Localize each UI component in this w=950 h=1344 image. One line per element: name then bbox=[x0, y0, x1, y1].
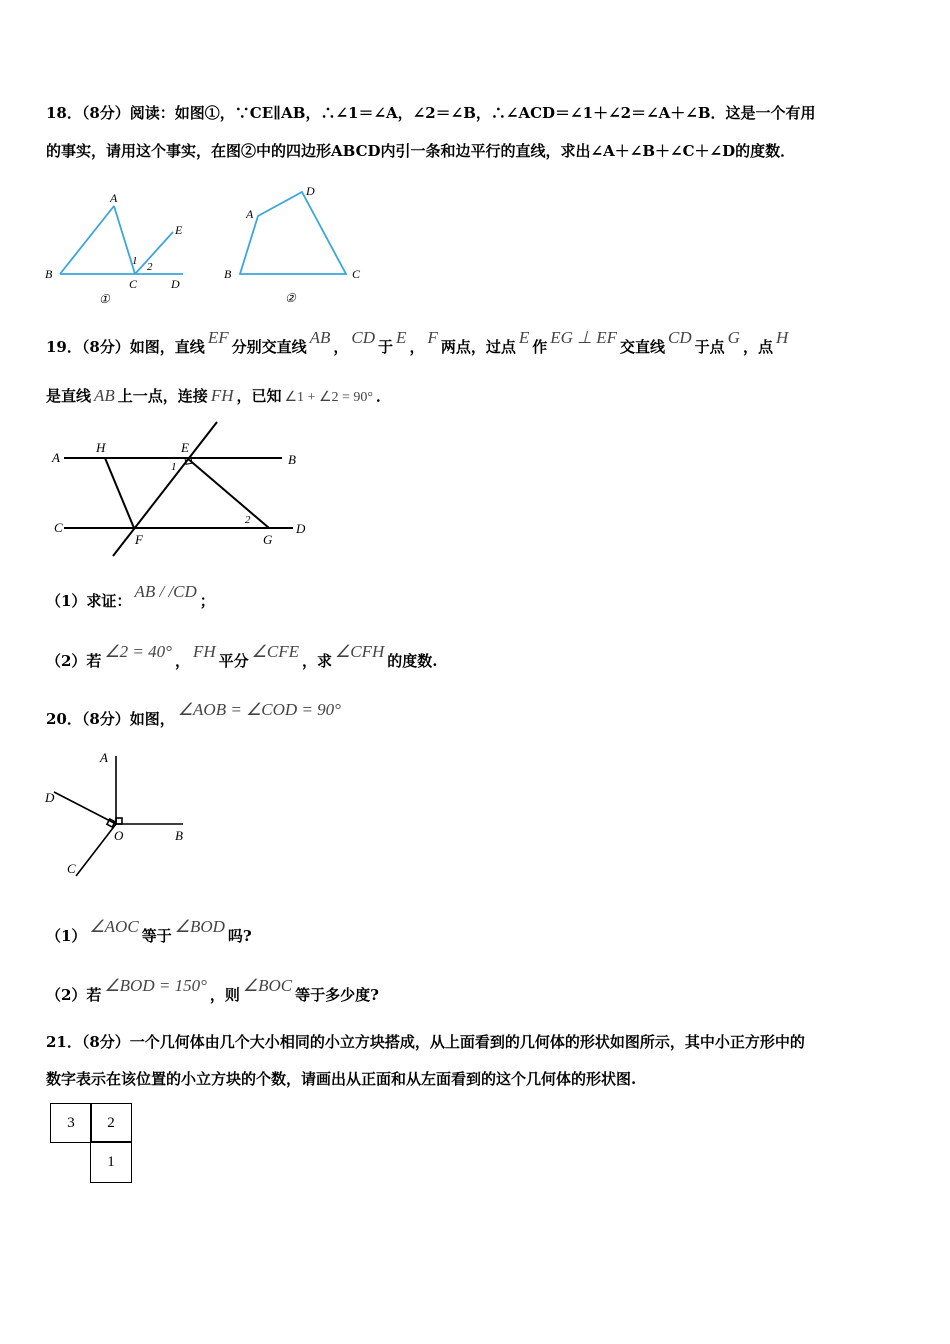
q20-part1-math-2: ∠BOD bbox=[174, 917, 225, 936]
q19-part2-text-2: ，求 bbox=[302, 652, 333, 670]
q20-part1-math-1: ∠AOC bbox=[89, 917, 139, 936]
q19-math-ef: EF bbox=[207, 328, 229, 347]
q18-line2: 的事实，请用这个事实，在图②中的四边形ABCD内引一条和边平行的直线，求出∠A＋∠B＋∠C＋∠D的度数． bbox=[46, 142, 796, 160]
q18-f1-line-ba bbox=[60, 206, 114, 274]
q19-text-line2b: 上一点，连接 bbox=[117, 387, 208, 405]
q19-part2 bbox=[46, 642, 438, 671]
q20-part2 bbox=[46, 976, 379, 1005]
q19-text-line2d: ． bbox=[376, 387, 392, 405]
q20-label-a: A bbox=[100, 750, 108, 765]
q20-part2-math-2: ∠BOC bbox=[242, 976, 293, 995]
q19-text-4: 作 bbox=[532, 338, 548, 356]
q19-label-f: F bbox=[135, 532, 143, 547]
q19-math-h: H bbox=[775, 328, 789, 347]
q19-label-d: D bbox=[296, 521, 306, 536]
q21-grid-cell-top-right: 2 bbox=[90, 1103, 132, 1143]
q20-part2-text-1: ，则 bbox=[209, 986, 240, 1004]
q19-math-g: G bbox=[727, 328, 740, 347]
q21-grid-cell-top-left: 3 bbox=[50, 1103, 92, 1143]
q18-f2-caption: ② bbox=[285, 291, 296, 305]
q19-part2-math-3: ∠CFE bbox=[251, 642, 300, 661]
q19-part2-label: （2）若 bbox=[46, 652, 102, 670]
q19-label-a: A bbox=[52, 450, 60, 465]
q19-text-2: 于 bbox=[378, 338, 394, 356]
q20-label-c: C bbox=[67, 861, 76, 876]
q19-label-g: G bbox=[263, 532, 273, 547]
q20-ray-oc bbox=[76, 824, 116, 876]
q20-text-num: 20．（8分）如图， bbox=[46, 710, 175, 728]
q18-f1-label-a: A bbox=[110, 191, 118, 205]
q18-f1-label-c: C bbox=[129, 277, 138, 291]
q20-part1-text-1: 等于 bbox=[141, 927, 172, 945]
q19-part1-label: （1）求证： bbox=[46, 592, 132, 610]
q19-line2 bbox=[46, 385, 391, 406]
q20-right-angle-cod bbox=[107, 819, 115, 827]
q19-figure bbox=[50, 420, 320, 565]
q19-label-e: E bbox=[181, 440, 189, 455]
q19-comma-1: ， bbox=[333, 338, 349, 356]
q19-text-5: 交直线 bbox=[620, 338, 666, 356]
q20-math-condition: ∠AOB = ∠COD = 90° bbox=[177, 700, 341, 719]
q18-f1-label-1: 1 bbox=[132, 255, 138, 267]
q18-line1: 18．（8分）阅读：如图①，∵CE∥AB，∴∠1＝∠A，∠2＝∠B，∴∠ACD＝∠1＋∠2＝∠A＋∠B．这是一个有用 bbox=[46, 104, 816, 122]
q20-part1-text-2: 吗? bbox=[227, 927, 252, 945]
q19-part1 bbox=[46, 582, 215, 611]
q19-segment-hf bbox=[105, 458, 134, 528]
q19-text-6: 于点 bbox=[694, 338, 725, 356]
q18-figure-1 bbox=[40, 188, 200, 313]
q20-part2-math-1: ∠BOD = 150° bbox=[104, 976, 207, 995]
q19-math-eg-perp-ef: EG ⊥ EF bbox=[550, 328, 618, 347]
q19-part2-text-1: 平分 bbox=[218, 652, 249, 670]
q19-label-1: 1 bbox=[171, 461, 177, 473]
q19-part2-math-2: FH bbox=[192, 642, 216, 661]
q19-text-line2c: ，已知 bbox=[236, 387, 282, 405]
q19-math-ab: AB bbox=[309, 328, 331, 347]
q19-label-c: C bbox=[54, 520, 63, 535]
q19-math-e2: E bbox=[518, 328, 530, 347]
q18-f2-label-c: C bbox=[352, 267, 361, 281]
q19-part2-text-3: 的度数. bbox=[387, 652, 438, 670]
q20-part2-label: （2）若 bbox=[46, 986, 102, 1004]
q19-math-f: F bbox=[427, 328, 438, 347]
q20-part2-text-2: 等于多少度? bbox=[295, 986, 379, 1004]
q19-math-cd: CD bbox=[351, 328, 376, 347]
q18-f2-label-a: A bbox=[246, 207, 254, 221]
q19-part2-math-4: ∠CFH bbox=[335, 642, 385, 661]
q19-text-1: 分别交直线 bbox=[231, 338, 307, 356]
q19-label-2: 2 bbox=[245, 514, 251, 526]
q20-figure bbox=[40, 748, 200, 883]
q18-f1-label-b: B bbox=[45, 267, 53, 281]
q19-math-condition: ∠1 + ∠2 = 90° bbox=[284, 390, 373, 405]
q18-f1-label-2: 2 bbox=[147, 261, 153, 273]
q21-line1: 21．（8分）一个几何体由几个大小相同的小立方块搭成，从上面看到的几何体的形状如图所示，其中小正方形中的 bbox=[46, 1033, 805, 1051]
q18-f1-line-ce bbox=[135, 232, 173, 274]
q18-f1-caption: ① bbox=[99, 292, 110, 306]
q20-line1 bbox=[46, 700, 344, 729]
q18-f1-label-d: D bbox=[171, 277, 180, 291]
q19-line1 bbox=[46, 328, 791, 357]
q20-part1-label: （1） bbox=[46, 927, 87, 945]
q19-text-3: 两点，过点 bbox=[440, 338, 516, 356]
q19-math-cd2: CD bbox=[668, 328, 692, 347]
q19-line-ef bbox=[113, 422, 217, 556]
q19-text-7: ，点 bbox=[742, 338, 773, 356]
q18-f1-label-e: E bbox=[175, 223, 183, 237]
q19-part1-math: AB / /CD bbox=[134, 582, 197, 601]
q19-segment-eg bbox=[187, 458, 269, 528]
q19-label-h: H bbox=[96, 440, 106, 455]
q19-comma-2: ， bbox=[409, 338, 425, 356]
q20-ray-od bbox=[54, 792, 116, 824]
q20-label-b: B bbox=[175, 828, 183, 843]
q18-f2-label-d: D bbox=[306, 184, 315, 198]
q18-f2-label-b: B bbox=[224, 267, 232, 281]
q18-figure-2 bbox=[220, 182, 380, 312]
q19-text-num: 19．（8分）如图，直线 bbox=[46, 338, 205, 356]
q19-part2-comma: ， bbox=[174, 652, 190, 670]
q20-label-d: D bbox=[45, 790, 55, 805]
q20-part1 bbox=[46, 917, 252, 946]
q19-math-e: E bbox=[396, 328, 407, 347]
q19-part1-end: ； bbox=[199, 592, 215, 610]
q21-grid-cell-bottom-right: 1 bbox=[90, 1141, 132, 1183]
q19-math-fh: FH bbox=[210, 386, 234, 405]
q18-f2-quadrilateral bbox=[240, 192, 346, 274]
q19-label-b: B bbox=[288, 452, 296, 467]
q19-math-ab2: AB bbox=[94, 386, 115, 405]
q19-text-line2a: 是直线 bbox=[46, 387, 92, 405]
q20-right-angle-aob bbox=[116, 818, 122, 824]
q19-part2-math-1: ∠2 = 40° bbox=[104, 642, 172, 661]
q20-label-o: O bbox=[114, 828, 124, 843]
q21-line2: 数字表示在该位置的小立方块的个数，请画出从正面和从左面看到的这个几何体的形状图. bbox=[46, 1070, 637, 1088]
